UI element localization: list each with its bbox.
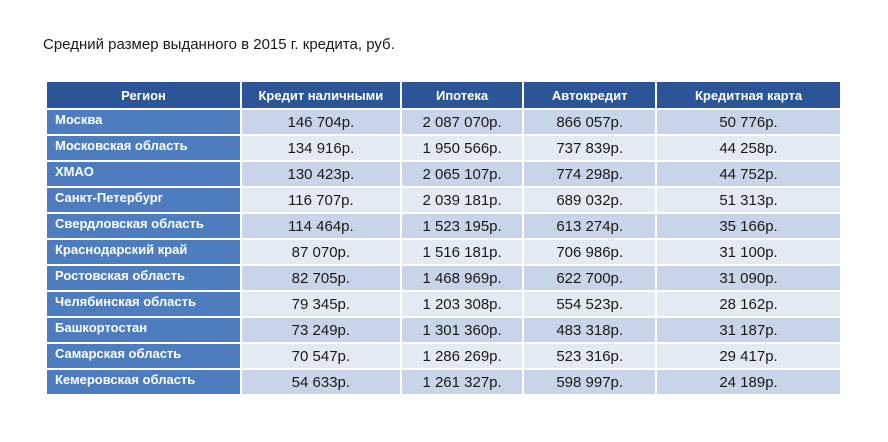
- cash-credit-cell: 73 249р.: [242, 318, 400, 342]
- table-row: [47, 292, 840, 316]
- header-region: Регион: [47, 82, 240, 108]
- cash-credit-cell: 130 423р.: [242, 162, 400, 186]
- table-row: [47, 318, 840, 342]
- table-row: [47, 110, 840, 134]
- region-cell: Кемеровская область: [47, 370, 240, 394]
- region-cell: Свердловская область: [47, 214, 240, 238]
- region-cell: ХМАО: [47, 162, 240, 186]
- credit-card-cell: 28 162р.: [657, 292, 840, 316]
- mortgage-cell: 1 261 327р.: [402, 370, 523, 394]
- mortgage-cell: 1 203 308р.: [402, 292, 523, 316]
- header-credit-card: Кредитная карта: [657, 82, 840, 108]
- mortgage-cell: 1 516 181р.: [402, 240, 523, 264]
- credit-card-cell: 29 417р.: [657, 344, 840, 368]
- region-cell: Башкортостан: [47, 318, 240, 342]
- cash-credit-cell: 70 547р.: [242, 344, 400, 368]
- table-title: Средний размер выданного в 2015 г. кредита, руб.: [43, 36, 395, 53]
- mortgage-cell: 1 523 195р.: [402, 214, 523, 238]
- mortgage-cell: 1 301 360р.: [402, 318, 523, 342]
- mortgage-cell: 2 065 107р.: [402, 162, 523, 186]
- auto-credit-cell: 598 997р.: [524, 370, 655, 394]
- region-cell: Московская область: [47, 136, 240, 160]
- auto-credit-cell: 866 057р.: [524, 110, 655, 134]
- credit-size-table: [45, 80, 842, 396]
- header-row: [47, 82, 840, 108]
- cash-credit-cell: 134 916р.: [242, 136, 400, 160]
- cash-credit-cell: 114 464р.: [242, 214, 400, 238]
- table-row: [47, 266, 840, 290]
- header-auto-credit: Автокредит: [524, 82, 655, 108]
- table-row: [47, 240, 840, 264]
- region-cell: Ростовская область: [47, 266, 240, 290]
- region-cell: Москва: [47, 110, 240, 134]
- auto-credit-cell: 622 700р.: [524, 266, 655, 290]
- auto-credit-cell: 613 274р.: [524, 214, 655, 238]
- table-row: [47, 136, 840, 160]
- region-cell: Самарская область: [47, 344, 240, 368]
- auto-credit-cell: 523 316р.: [524, 344, 655, 368]
- credit-card-cell: 31 090р.: [657, 266, 840, 290]
- mortgage-cell: 2 039 181р.: [402, 188, 523, 212]
- credit-card-cell: 44 258р.: [657, 136, 840, 160]
- credit-card-cell: 35 166р.: [657, 214, 840, 238]
- credit-card-cell: 31 187р.: [657, 318, 840, 342]
- mortgage-cell: 1 286 269р.: [402, 344, 523, 368]
- cash-credit-cell: 116 707р.: [242, 188, 400, 212]
- credit-card-cell: 50 776р.: [657, 110, 840, 134]
- cash-credit-cell: 79 345р.: [242, 292, 400, 316]
- table-row: [47, 370, 840, 394]
- mortgage-cell: 2 087 070р.: [402, 110, 523, 134]
- auto-credit-cell: 737 839р.: [524, 136, 655, 160]
- region-cell: Краснодарский край: [47, 240, 240, 264]
- auto-credit-cell: 689 032р.: [524, 188, 655, 212]
- table-row: [47, 214, 840, 238]
- mortgage-cell: 1 950 566р.: [402, 136, 523, 160]
- table-row: [47, 188, 840, 212]
- header-cash-credit: Кредит наличными: [242, 82, 400, 108]
- credit-card-cell: 24 189р.: [657, 370, 840, 394]
- credit-card-cell: 44 752р.: [657, 162, 840, 186]
- auto-credit-cell: 483 318р.: [524, 318, 655, 342]
- cash-credit-cell: 54 633р.: [242, 370, 400, 394]
- auto-credit-cell: 774 298р.: [524, 162, 655, 186]
- cash-credit-cell: 87 070р.: [242, 240, 400, 264]
- cash-credit-cell: 146 704р.: [242, 110, 400, 134]
- cash-credit-cell: 82 705р.: [242, 266, 400, 290]
- table-row: [47, 162, 840, 186]
- auto-credit-cell: 706 986р.: [524, 240, 655, 264]
- header-mortgage: Ипотека: [402, 82, 523, 108]
- mortgage-cell: 1 468 969р.: [402, 266, 523, 290]
- credit-card-cell: 51 313р.: [657, 188, 840, 212]
- table-row: [47, 344, 840, 368]
- region-cell: Санкт-Петербург: [47, 188, 240, 212]
- credit-card-cell: 31 100р.: [657, 240, 840, 264]
- auto-credit-cell: 554 523р.: [524, 292, 655, 316]
- region-cell: Челябинская область: [47, 292, 240, 316]
